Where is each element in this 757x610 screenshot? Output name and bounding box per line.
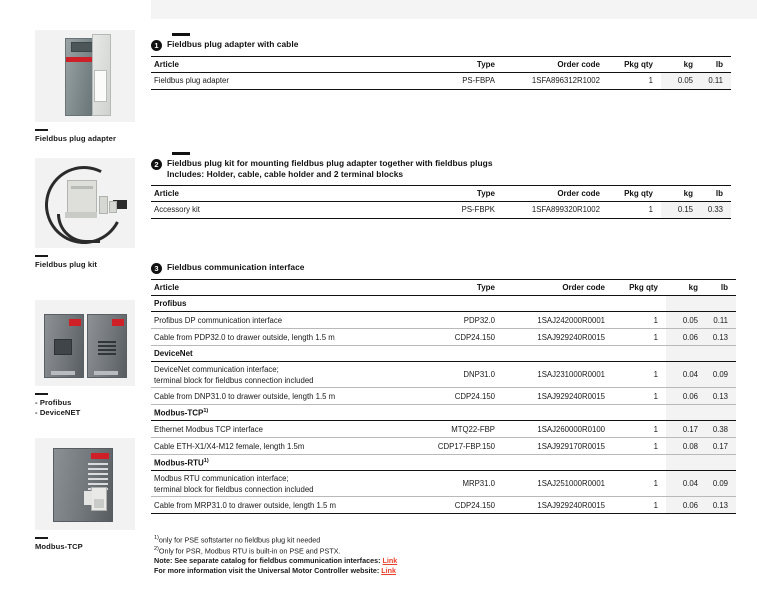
figure-fieldbus-plug-kit (35, 158, 135, 270)
cell-kg: 0.06 (666, 497, 706, 514)
ethernet-port (91, 487, 107, 511)
group-spacer-lb (706, 296, 736, 312)
profibus-devicenet-photo (35, 300, 135, 386)
cell-pkg-qty: 1 (611, 421, 666, 438)
table-row (151, 471, 736, 497)
cell-order-code: 1SAJ251000R0001 (501, 471, 611, 497)
brand-stripe (112, 319, 124, 326)
cell-type: PDP32.0 (406, 312, 501, 329)
figure-fieldbus-plug-adapter (35, 30, 135, 144)
table-row (151, 201, 731, 218)
holder (67, 180, 97, 214)
cell-lb: 0.09 (706, 471, 736, 497)
cell-kg: 0.04 (666, 362, 706, 388)
cell-order-code: 1SFA899320R1002 (501, 201, 606, 218)
section-fieldbus-plug-adapter (151, 33, 731, 90)
cell-order-code: 1SAJ929170R0015 (501, 438, 611, 455)
section-number-badge: 2 (151, 159, 162, 170)
device-label (84, 491, 92, 505)
col-kg: kg (661, 56, 701, 72)
caption-dash (35, 393, 48, 395)
col-kg: kg (661, 185, 701, 201)
note-catalog (154, 556, 654, 566)
section-title (167, 262, 305, 273)
col-type: Type (416, 56, 501, 72)
section-title-text: Fieldbus communication interface (167, 262, 305, 272)
cell-type: CDP24.150 (406, 329, 501, 346)
group-header-modbus-tcp (151, 405, 736, 421)
group-spacer-kg (666, 405, 706, 421)
group-header-devicenet (151, 346, 736, 362)
group-spacer-lb (706, 405, 736, 421)
module-foot (51, 371, 75, 375)
section-fieldbus-communication-interface (151, 262, 731, 514)
cell-lb: 0.17 (706, 438, 736, 455)
cell-type: CDP24.150 (406, 388, 501, 405)
cell-order-code: 1SAJ929240R0015 (501, 388, 611, 405)
cell-order-code: 1SAJ260000R0100 (501, 421, 611, 438)
col-lb: lb (701, 56, 731, 72)
cell-article: Accessory kit (151, 201, 416, 218)
cell-kg: 0.17 (666, 421, 706, 438)
module-foot (94, 371, 118, 375)
cell-pkg-qty: 1 (611, 388, 666, 405)
table-header-row (151, 280, 736, 296)
cell-order-code: 1SAJ242000R0001 (501, 312, 611, 329)
device-window (94, 70, 107, 102)
catalog-link[interactable]: Link (382, 555, 398, 565)
cell-lb: 0.09 (706, 362, 736, 388)
cell-kg: 0.06 (666, 329, 706, 346)
col-pkg-qty: Pkg qty (611, 280, 666, 296)
cell-article: Ethernet Modbus TCP interface (151, 421, 406, 438)
cell-pkg-qty: 1 (611, 438, 666, 455)
col-lb: lb (701, 185, 731, 201)
plug-kit-photo (35, 158, 135, 248)
table-row (151, 362, 736, 388)
section-number-badge: 3 (151, 263, 162, 274)
caption-dash (35, 129, 48, 131)
group-spacer-lb (706, 346, 736, 362)
section-header (151, 158, 731, 180)
content-column (151, 0, 757, 610)
col-kg: kg (666, 280, 706, 296)
section-fieldbus-plug-kit (151, 152, 731, 219)
section-number-badge: 1 (151, 40, 162, 51)
cell-article-line2: terminal block for fieldbus connection included (154, 484, 314, 494)
cell-type: PS-FBPA (416, 72, 501, 89)
cell-article: Cable from MRP31.0 to drawer outside, length 1.5 m (151, 497, 406, 514)
cell-pkg-qty: 1 (611, 329, 666, 346)
section-header (151, 39, 731, 51)
cell-article: Profibus DP communication interface (151, 312, 406, 329)
table-row (151, 312, 736, 329)
figure-profibus-devicenet (35, 300, 135, 418)
figure-modbus-tcp (35, 438, 135, 552)
section-dash (172, 152, 190, 155)
figure-column (0, 0, 151, 610)
section-title (167, 39, 298, 50)
note-website (154, 566, 654, 576)
brand-stripe (69, 319, 81, 326)
cell-article-line2: terminal block for fieldbus connection included (154, 375, 314, 385)
footnotes (154, 534, 654, 575)
terminal-block-2 (109, 201, 117, 213)
cell-order-code: 1SAJ929240R0015 (501, 329, 611, 346)
col-order-code: Order code (501, 185, 606, 201)
cell-pkg-qty: 1 (606, 201, 661, 218)
cell-type: DNP31.0 (406, 362, 501, 388)
cell-type: PS-FBPK (416, 201, 501, 218)
group-name (151, 455, 666, 471)
cell-lb: 0.33 (701, 201, 731, 218)
cell-lb: 0.11 (701, 72, 731, 89)
plug-adapter-photo (35, 30, 135, 122)
footnote-1-text: only for PSE softstarter no fieldbus plug kit needed (158, 535, 321, 545)
footnote-1-marker: 1) (154, 535, 159, 541)
website-link[interactable]: Link (381, 565, 397, 575)
group-name-text: Modbus-TCP (154, 408, 204, 418)
figure-caption-line1: - Profibus (35, 398, 72, 407)
section-title-text: Fieldbus plug kit for mounting fieldbus plug adapter together with fieldbus plugs (167, 157, 493, 168)
group-header-modbus-rtu (151, 455, 736, 471)
cell-pkg-qty: 1 (611, 362, 666, 388)
cell-article-line1: DeviceNet communication interface; (154, 364, 279, 374)
table-header-row (151, 56, 731, 72)
cell-type: MTQ22-FBP (406, 421, 501, 438)
cell-lb: 0.13 (706, 497, 736, 514)
col-order-code: Order code (501, 56, 606, 72)
cell-article (151, 471, 406, 497)
section-subtitle-text: Includes: Holder, cable, cable holder and 2 terminal blocks (167, 168, 404, 179)
col-type: Type (406, 280, 501, 296)
cell-article: Fieldbus plug adapter (151, 72, 416, 89)
figure-caption: Modbus-TCP (35, 542, 83, 551)
group-header-profibus (151, 296, 736, 312)
table-header-row (151, 185, 731, 201)
figure-caption-line2: - DeviceNET (35, 408, 81, 417)
cell-lb: 0.13 (706, 388, 736, 405)
cell-kg: 0.08 (666, 438, 706, 455)
cell-type: CDP17-FBP.150 (406, 438, 501, 455)
cell-article: Cable from DNP31.0 to drawer outside, length 1.5 m (151, 388, 406, 405)
table-fieldbus-communication-interface (151, 279, 736, 514)
cell-kg: 0.04 (666, 471, 706, 497)
cell-type: CDP24.150 (406, 497, 501, 514)
group-spacer-kg (666, 455, 706, 471)
cell-lb: 0.13 (706, 329, 736, 346)
cell-pkg-qty: 1 (611, 471, 666, 497)
group-name (151, 405, 666, 421)
cell-kg: 0.05 (666, 312, 706, 329)
col-article: Article (151, 280, 406, 296)
holder-foot (65, 212, 97, 218)
cell-lb: 0.38 (706, 421, 736, 438)
table-row (151, 72, 731, 89)
cell-article: Cable ETH-X1/X4-M12 female, length 1.5m (151, 438, 406, 455)
caption-dash (35, 255, 48, 257)
cell-article (151, 362, 406, 388)
col-article: Article (151, 56, 416, 72)
table-row (151, 438, 736, 455)
group-name: DeviceNet (151, 346, 666, 362)
table-row (151, 421, 736, 438)
cell-article: Cable from PDP32.0 to drawer outside, length 1.5 m (151, 329, 406, 346)
cell-kg: 0.05 (661, 72, 701, 89)
table-fieldbus-plug-adapter (151, 56, 731, 90)
cell-pkg-qty: 1 (606, 72, 661, 89)
group-spacer-lb (706, 455, 736, 471)
group-spacer-kg (666, 296, 706, 312)
table-row (151, 497, 736, 514)
cell-type: MRP31.0 (406, 471, 501, 497)
footnote-2-marker: 2) (154, 545, 159, 552)
section-title-text: Fieldbus plug adapter with cable (167, 38, 299, 49)
cell-order-code: 1SFA896312R1002 (501, 72, 606, 89)
devicenet-module (87, 314, 127, 378)
cell-pkg-qty: 1 (611, 497, 666, 514)
section-dash (172, 33, 190, 36)
note-catalog-text: Note: See separate catalog for fieldbus communication interfaces: (154, 555, 383, 565)
section-title (167, 158, 493, 180)
footnote-2 (154, 545, 654, 556)
profibus-module (44, 314, 84, 378)
table-fieldbus-plug-kit (151, 185, 731, 219)
modbus-tcp-photo (35, 438, 135, 530)
group-footnote-marker: 1) (203, 407, 209, 414)
note-website-text: For more information visit the Universal Motor Controller website: (154, 565, 382, 575)
col-order-code: Order code (501, 280, 611, 296)
dsub-connector (54, 339, 72, 355)
group-name-text: Modbus-RTU (154, 458, 204, 468)
device-body (53, 448, 113, 522)
cell-order-code: 1SAJ929240R0015 (501, 497, 611, 514)
figure-caption: Fieldbus plug adapter (35, 134, 116, 143)
group-spacer-kg (666, 346, 706, 362)
cell-order-code: 1SAJ231000R0001 (501, 362, 611, 388)
col-lb: lb (706, 280, 736, 296)
cell-lb: 0.11 (706, 312, 736, 329)
footnote-1 (154, 534, 654, 545)
cell-pkg-qty: 1 (611, 312, 666, 329)
table-row (151, 329, 736, 346)
section-header (151, 262, 731, 274)
caption-dash (35, 537, 48, 539)
figure-caption: Fieldbus plug kit (35, 260, 98, 269)
col-article: Article (151, 185, 416, 201)
terminal-block-1 (99, 196, 108, 214)
cell-kg: 0.15 (661, 201, 701, 218)
col-type: Type (416, 185, 501, 201)
cell-article-line1: Modbus RTU communication interface; (154, 473, 289, 483)
col-pkg-qty: Pkg qty (606, 56, 661, 72)
group-footnote-marker: 1) (203, 457, 209, 464)
table-row (151, 388, 736, 405)
group-name: Profibus (151, 296, 666, 312)
terminal-pins (98, 341, 116, 357)
cell-kg: 0.06 (666, 388, 706, 405)
brand-stripe (91, 453, 109, 459)
footnote-2-text: Only for PSR, Modbus RTU is built-in on PSE and PSTX. (158, 546, 341, 556)
col-pkg-qty: Pkg qty (606, 185, 661, 201)
